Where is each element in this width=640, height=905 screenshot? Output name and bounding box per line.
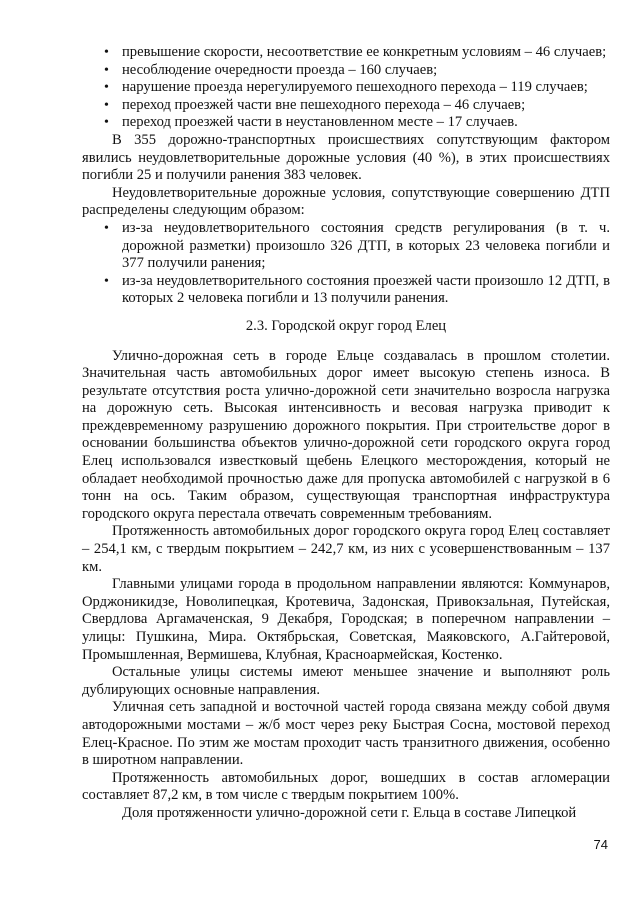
list-item: • переход проезжей части в неустановленном месте – 17 случаев. (104, 114, 610, 132)
conditions-list (82, 220, 610, 308)
paragraph: Протяженность автомобильных дорог городского округа город Елец составляет – 254,1 км, с твердым покрытием – 242,7 км, из них с усовершенствованным – 137 км. (82, 523, 610, 575)
list-item: • превышение скорости, несоответствие ее конкретным условиям – 46 случаев; (104, 44, 610, 62)
violations-list (82, 44, 610, 132)
paragraph: В 355 дорожно-транспортных происшествиях сопутствующим фактором явились неудовлетворительные дорожные условия (40 %), в этих происшествиях погибли 25 и получили ранения 383 человек. (82, 131, 610, 184)
paragraph: Остальные улицы системы имеют меньшее значение и выполняют роль дублирующих основные направления. (82, 664, 610, 698)
paragraph: Доля протяженности улично-дорожной сети г. Ельца в составе Липецкой (122, 804, 577, 821)
section-heading: 2.3. Городской округ город Елец (245, 317, 447, 334)
list-item: • несоблюдение очередности проезда – 160 случаев; (104, 62, 610, 80)
list-item: • нарушение проезда нерегулируемого пешеходного перехода – 119 случаев; (104, 79, 610, 97)
page-number: 74 (593, 837, 608, 852)
list-item: • из-за неудовлетворительного состояния средств регулирования (в т. ч. дорожной разметки) произошло 326 ДТП, в которых 23 человека погибли и 377 получили ранения; (104, 220, 610, 273)
paragraph: Улично-дорожная сеть в городе Ельце создавалась в прошлом столетии. Значительная часть автомобильных дорог имеет высокую степень износа. В результате отсутствия роста улично-дорожной сети значительно возросла нагрузка на дорожную сеть. Высокая интенсивность и весовая нагрузка приводит к преждевременному разрушению дорожного покрытия. При строительстве дорог в основании большинства объектов улично-дорожной сети городского округа город Елец использовался известковый щебень Елецкого месторождения, который не обладает необходимой прочностью даже для пропуска автомобилей с нагрузкой в 6 тонн на ось. Таким образом, существующая транспортная инфраструктура городского округа перестала отвечать современным требованиям. (82, 347, 610, 522)
paragraph: Неудовлетворительные дорожные условия, сопутствующие совершению ДТП распределены следующим образом: (82, 184, 610, 219)
paragraph: Уличная сеть западной и восточной частей города связана между собой двумя автодорожными мостами – ж/б мост через реку Быстрая Сосна, мостовой переход Елец-Красное. По этим же мостам проходит часть транзитного движения, особенно в широтном направлении. (82, 699, 610, 769)
page-content (82, 44, 610, 823)
paragraph: Главными улицами города в продольном направлении являются: Коммунаров, Орджоникидзе, Новолипецкая, Кротевича, Задонская, Привокзальная, Путейская, Свердлова Аргамаченская, 9 Декабря, Городская; в поперечном направлении – улицы: Пушкина, Мира. Октябрьская, Советская, Маяковского, А.Гайтеровой, Промышленная, Вермишева, Клубная, Красноармейская, Костенко. (82, 576, 610, 663)
list-item: • из-за неудовлетворительного состояния проезжей части произошло 12 ДТП, в которых 2 человека погибли и 13 получили ранения. (104, 273, 610, 308)
paragraph: Протяженность автомобильных дорог, вошедших в состав агломерации составляет 87,2 км, в том числе с твердым покрытием 100%. (82, 769, 610, 804)
list-item: • переход проезжей части вне пешеходного перехода – 46 случаев; (104, 97, 610, 115)
